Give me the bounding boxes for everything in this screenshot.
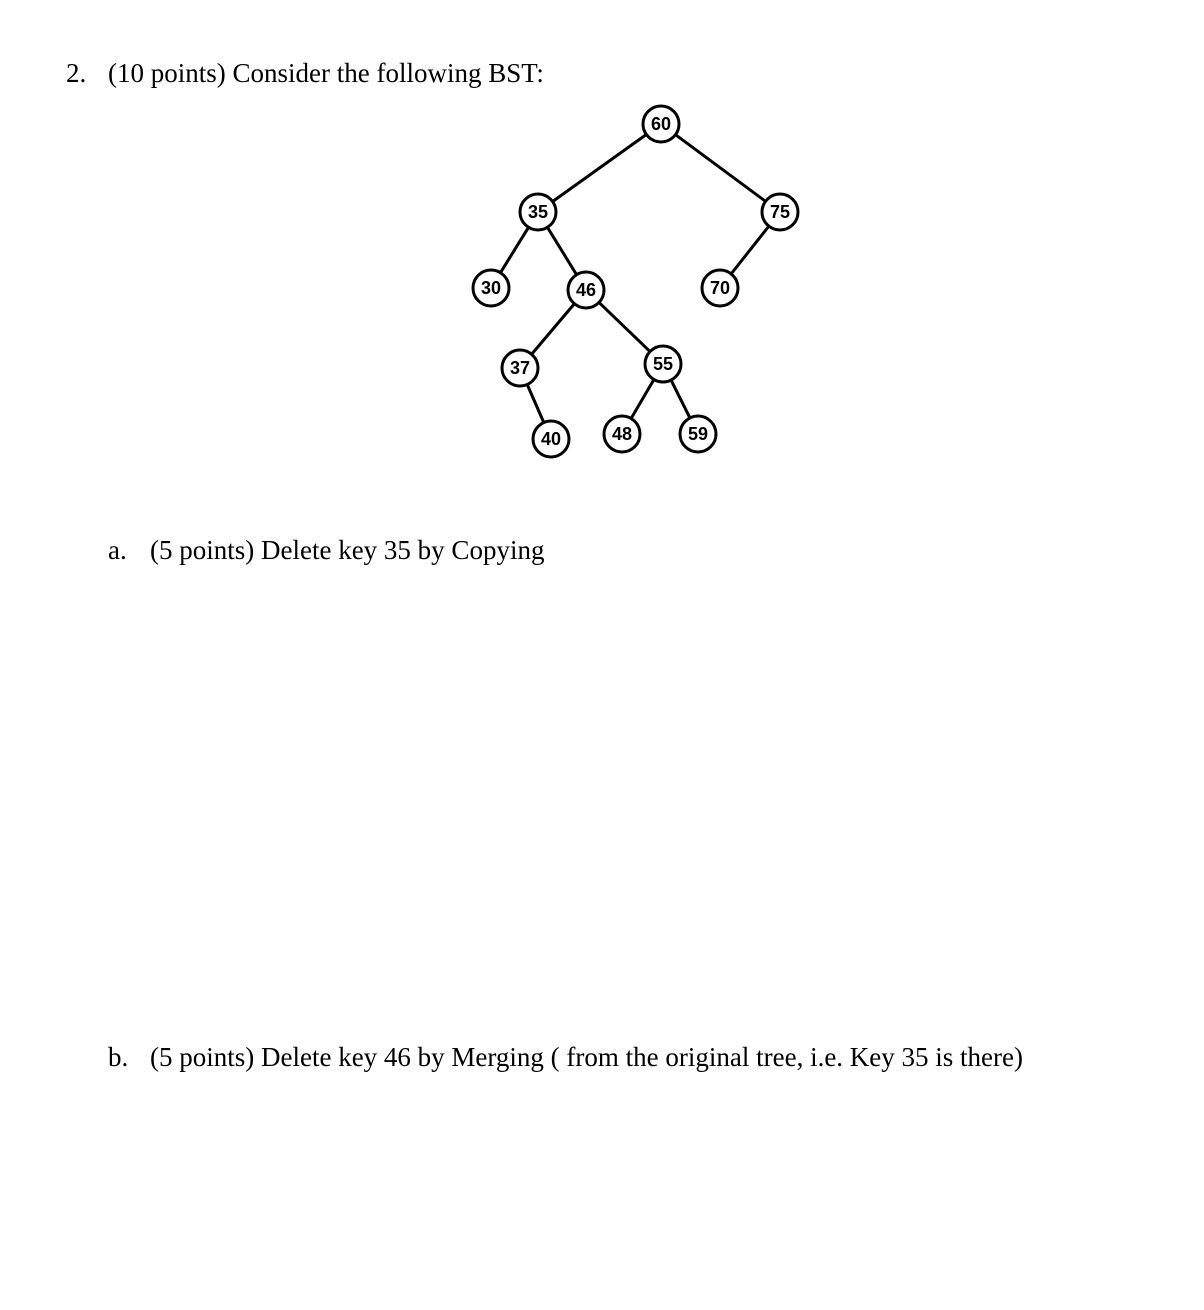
bst-node-37 [502,350,538,386]
part-a-label: a. [108,535,127,565]
bst-node-40 [533,421,569,457]
part-b-text: (5 points) Delete key 46 by Merging ( from the original tree, i.e. Key 35 is there) [150,1042,1024,1072]
bst-node-key: 60 [650,114,672,134]
bst-node-key: 75 [769,202,791,222]
bst-node-key: 48 [611,424,633,444]
bst-edge-75-70 [731,226,769,274]
bst-node-key: 35 [527,202,549,222]
bst-node-60 [643,106,679,142]
bst-edge-46-55 [599,302,650,351]
bst-node-key: 37 [509,358,531,378]
bst-edge-55-48 [631,380,654,419]
bst-node-35 [520,194,556,230]
question-text: (10 points) Consider the following BST: [108,58,544,88]
bst-node-59 [680,416,716,452]
bst-edge-35-46 [547,227,576,274]
bst-node-key: 40 [540,429,562,449]
bst-edge-35-30 [500,227,528,272]
bst-edge-60-35 [553,134,647,201]
question-number: 2. [66,58,87,88]
bst-node-key: 55 [652,354,674,374]
part-a-text: (5 points) Delete key 35 by Copying [150,535,545,565]
bst-edge-46-37 [532,304,575,355]
bst-edge-37-40 [527,384,544,422]
bst-node-key: 70 [709,278,731,298]
bst-diagram [0,0,1204,520]
bst-node-75 [762,194,798,230]
bst-node-55 [645,346,681,382]
bst-edge-55-59 [671,380,690,418]
bst-edge-60-75 [675,135,765,202]
bst-node-30 [473,270,509,306]
bst-node-48 [604,416,640,452]
bst-node-46 [568,272,604,308]
bst-nodes [473,106,798,457]
bst-node-70 [702,270,738,306]
bst-node-key: 30 [480,278,502,298]
bst-node-key: 46 [575,280,597,300]
part-b-label: b. [108,1042,129,1072]
bst-node-key: 59 [687,424,709,444]
